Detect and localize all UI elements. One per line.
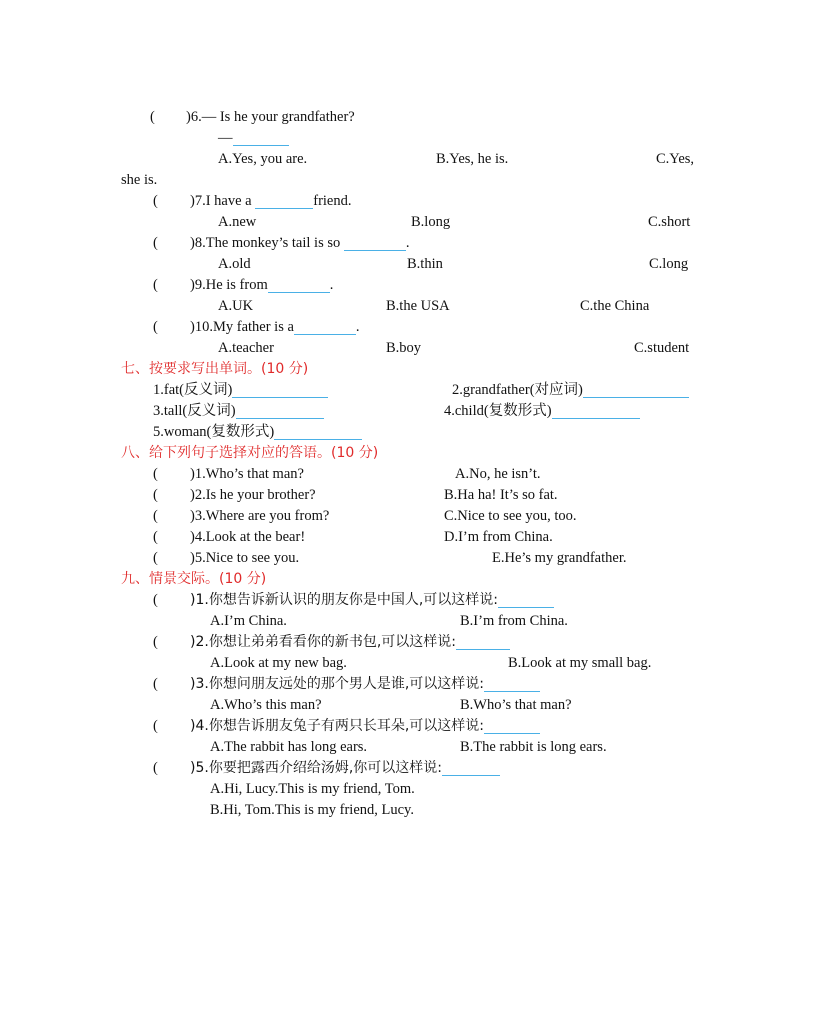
part9-q4-option-b: B.The rabbit is long ears. (460, 739, 607, 755)
part7-item-4: 4.child(复数形式) (444, 402, 640, 420)
part9-q5-option-b: B.Hi, Tom.This is my friend, Lucy. (210, 802, 414, 818)
part7-item-2: 2.grandfather(对应词) (452, 381, 689, 399)
q10-option-a: A.teacher (218, 340, 274, 356)
part8-question-3: )3.Where are you from? (190, 508, 330, 524)
q7-stem: )7.I have a friend. (190, 193, 352, 209)
q6-option-c: C.Yes, (656, 151, 695, 167)
part8-paren-2: ( (153, 487, 158, 503)
part8-question-5: )5.Nice to see you. (190, 550, 300, 566)
q7-blank[interactable] (255, 194, 313, 209)
part8-answer-c: C.Nice to see you, too. (444, 508, 577, 524)
part9-blank-5[interactable] (442, 761, 500, 776)
q9-option-c: C.the China (580, 298, 650, 314)
q6-answer-blank[interactable] (233, 131, 289, 146)
q8-option-b: B.thin (407, 256, 443, 272)
part7-item-3-blank[interactable] (236, 404, 324, 419)
q9-stem: )9.He is from . (190, 277, 334, 293)
part9-q5-option-a: A.Hi, Lucy.This is my friend, Tom. (210, 781, 415, 797)
section-8-heading: 八、给下列句子选择对应的答语。(10 分) (121, 445, 379, 461)
q10-paren-open: ( (153, 319, 158, 335)
q6-option-c-wrap: she is. (121, 172, 158, 188)
q8-stem: )8.The monkey’s tail is so . (190, 235, 410, 251)
part8-question-1: )1.Who’s that man? (190, 466, 304, 482)
part8-paren-1: ( (153, 466, 158, 482)
q9-option-b: B.the USA (386, 298, 450, 314)
part9-blank-1[interactable] (498, 593, 554, 608)
part9-question-2: )2.你想让弟弟看看你的新书包,可以这样说: (190, 633, 510, 651)
part8-answer-a: A.No, he isn’t. (455, 466, 541, 482)
part8-answer-b: B.Ha ha! It’s so fat. (444, 487, 558, 503)
q6-option-a: A.Yes, you are. (218, 151, 308, 167)
part9-q3-option-a: A.Who’s this man? (210, 697, 322, 713)
part8-paren-4: ( (153, 529, 158, 545)
part8-paren-5: ( (153, 550, 158, 566)
q9-paren-open: ( (153, 277, 158, 293)
part9-q1-option-b: B.I’m from China. (460, 613, 568, 629)
q8-paren-open: ( (153, 235, 158, 251)
part7-item-1-blank[interactable] (232, 383, 328, 398)
part9-paren-1: ( (153, 592, 158, 608)
q9-option-a: A.UK (218, 298, 254, 314)
q7-option-a: A.new (218, 214, 257, 230)
section-7-heading: 七、按要求写出单词。(10 分) (121, 361, 309, 377)
part9-blank-3[interactable] (484, 677, 540, 692)
part8-answer-d: D.I’m from China. (444, 529, 553, 545)
part9-paren-4: ( (153, 718, 158, 734)
part7-item-4-blank[interactable] (552, 404, 640, 419)
section-9-heading: 九、情景交际。(10 分) (121, 571, 267, 587)
part7-item-2-blank[interactable] (583, 383, 689, 398)
part9-blank-2[interactable] (456, 635, 510, 650)
part8-paren-3: ( (153, 508, 158, 524)
part7-item-1: 1.fat(反义词) (153, 381, 328, 399)
q6-paren-open: ( (150, 109, 155, 125)
q6-stem: )6.— Is he your grandfather? (186, 109, 355, 125)
part7-item-3: 3.tall(反义词) (153, 402, 324, 420)
part9-q3-option-b: B.Who’s that man? (460, 697, 572, 713)
part9-q4-option-a: A.The rabbit has long ears. (210, 739, 368, 755)
q9-blank[interactable] (268, 278, 330, 293)
part9-blank-4[interactable] (484, 719, 540, 734)
part9-q1-option-a: A.I’m China. (210, 613, 287, 629)
q7-option-b: B.long (411, 214, 451, 230)
part7-item-5-blank[interactable] (274, 425, 362, 440)
part9-question-3: )3.你想问朋友远处的那个男人是谁,可以这样说: (190, 675, 540, 693)
q10-blank[interactable] (294, 320, 356, 335)
q7-option-c: C.short (648, 214, 691, 230)
part8-question-4: )4.Look at the bear! (190, 529, 306, 545)
part9-paren-3: ( (153, 676, 158, 692)
q10-option-c: C.student (634, 340, 690, 356)
q10-option-b: B.boy (386, 340, 422, 356)
part7-item-5: 5.woman(复数形式) (153, 423, 362, 441)
q8-blank[interactable] (344, 236, 406, 251)
part9-question-5: )5.你要把露西介绍给汤姆,你可以这样说: (190, 759, 500, 777)
q8-option-c: C.long (649, 256, 689, 272)
part8-question-2: )2.Is he your brother? (190, 487, 316, 503)
q7-paren-open: ( (153, 193, 158, 209)
part9-q2-option-b: B.Look at my small bag. (508, 655, 652, 671)
q6-option-b: B.Yes, he is. (436, 151, 509, 167)
part9-paren-2: ( (153, 634, 158, 650)
part9-paren-5: ( (153, 760, 158, 776)
part9-q2-option-a: A.Look at my new bag. (210, 655, 347, 671)
part8-answer-e: E.He’s my grandfather. (492, 550, 627, 566)
q8-option-a: A.old (218, 256, 251, 272)
part9-question-4: )4.你想告诉朋友兔子有两只长耳朵,可以这样说: (190, 717, 540, 735)
q10-stem: )10.My father is a . (190, 319, 360, 335)
q6-answer-line[interactable]: — (218, 129, 289, 147)
part9-question-1: )1.你想告诉新认识的朋友你是中国人,可以这样说: (190, 591, 554, 609)
